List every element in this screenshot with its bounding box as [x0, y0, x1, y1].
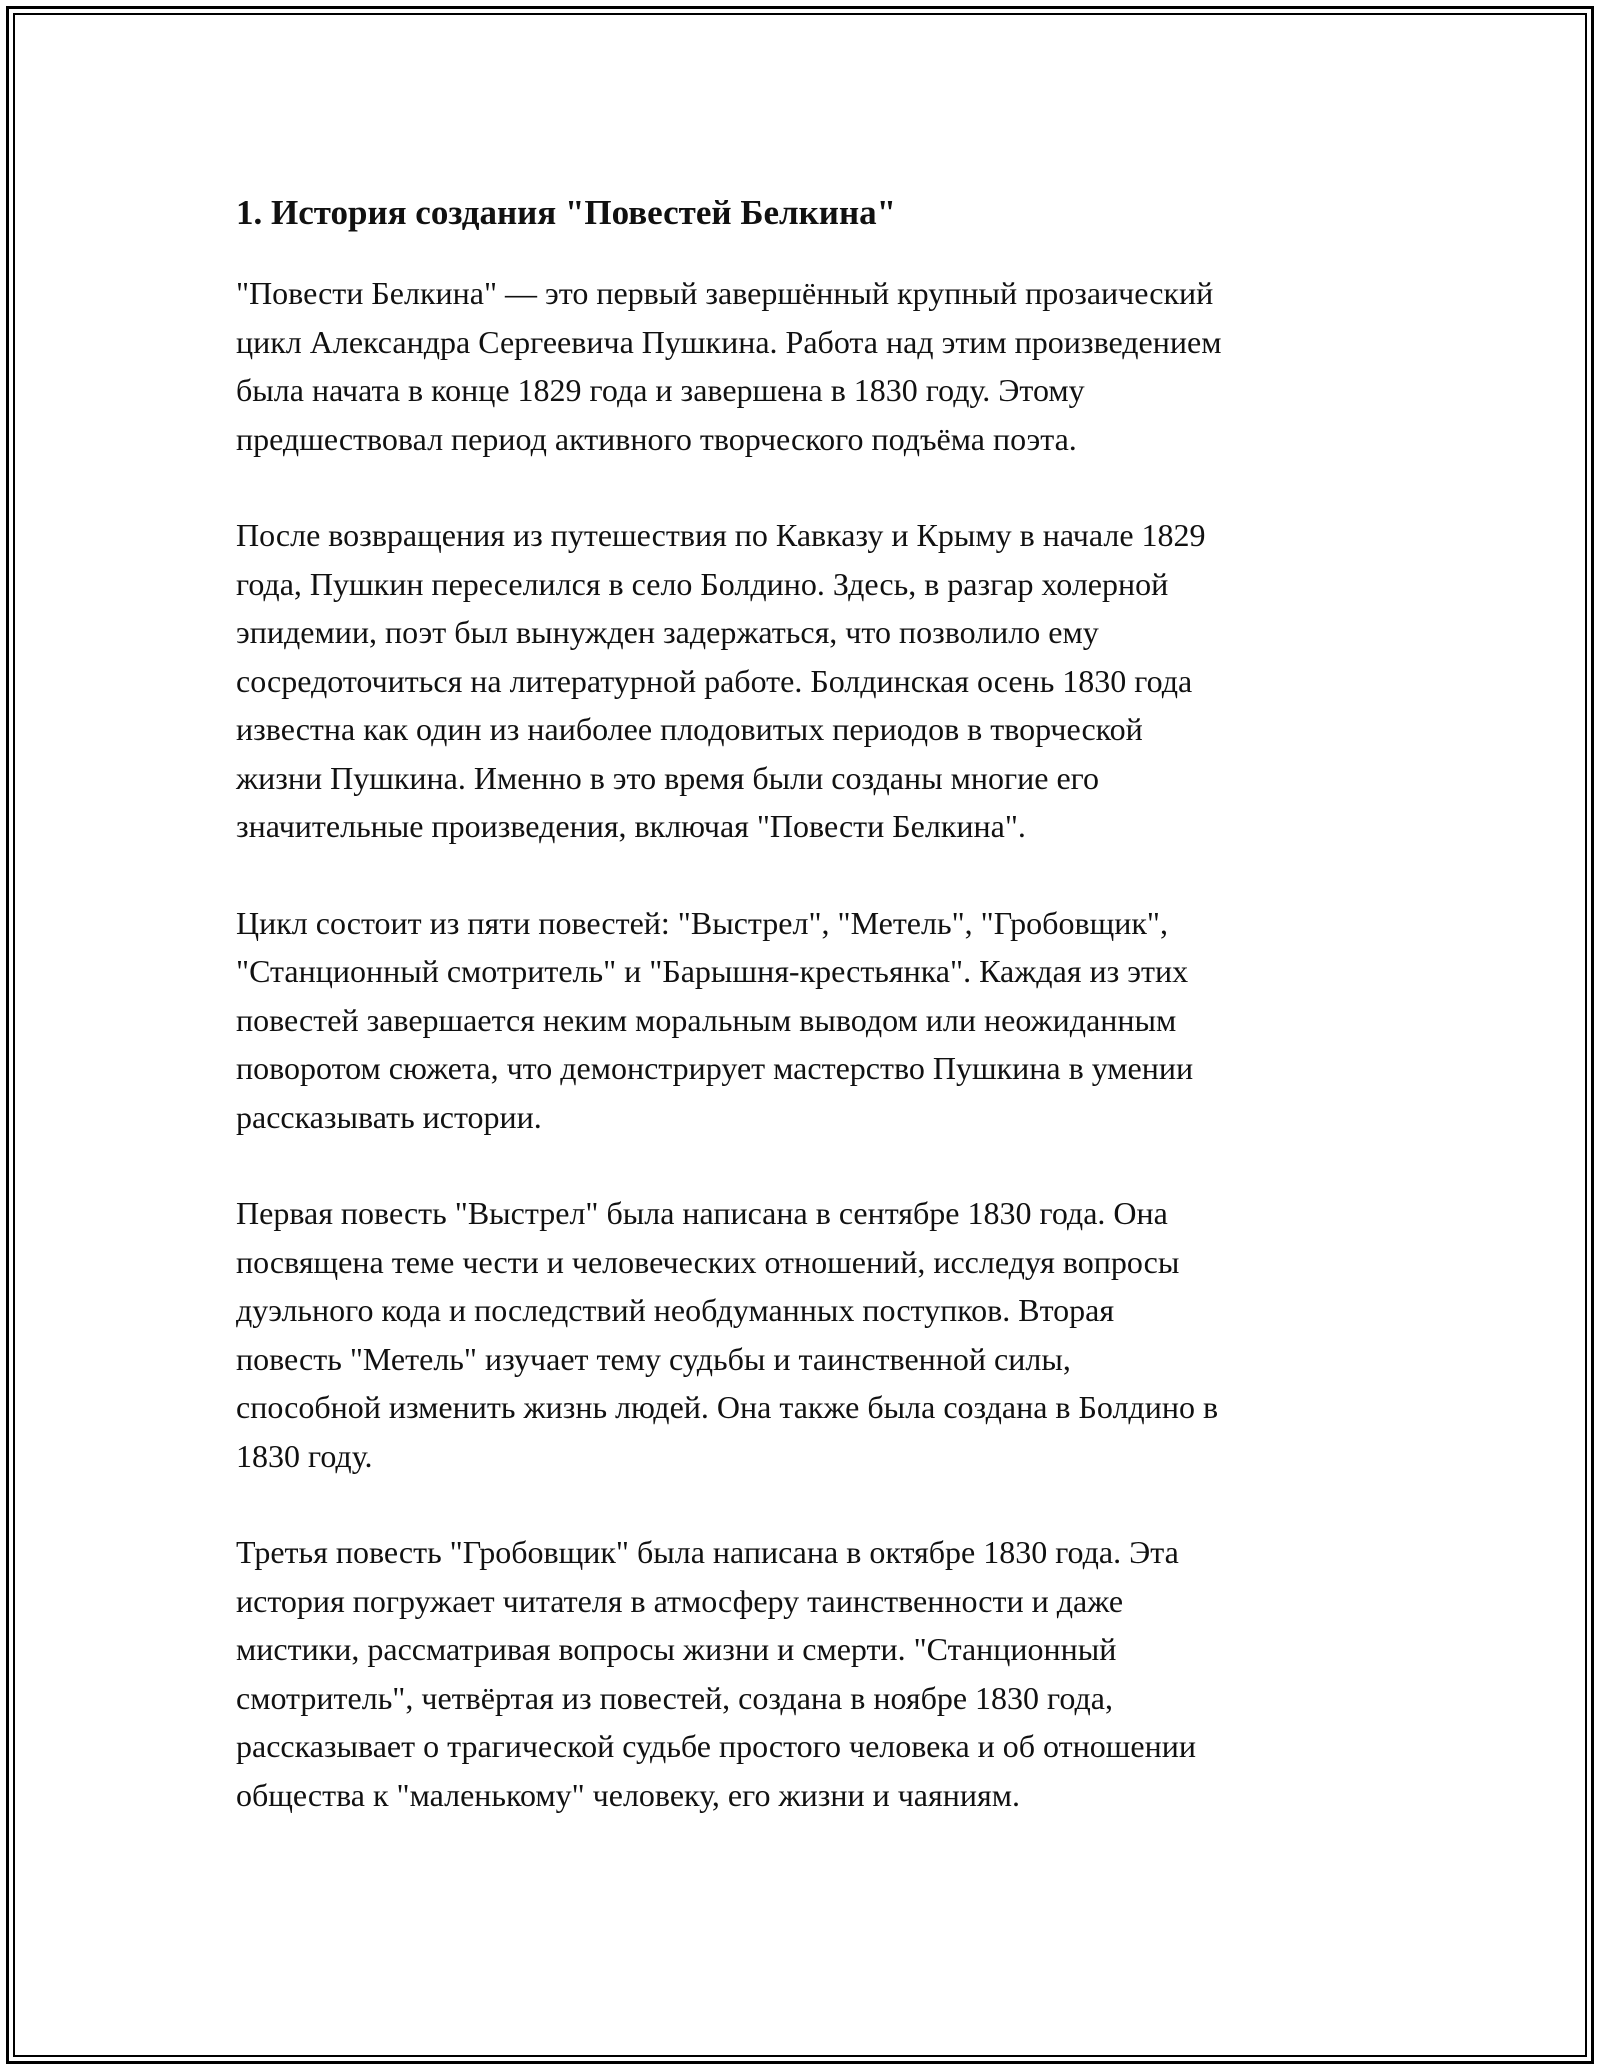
- paragraph-boldino: После возвращения из путешествия по Кавказу и Крыму в начале 1829 года, Пушкин переселился в село Болдино. Здесь, в разгар холерной эпидемии, поэт был вынужден задержаться, что позволило ему сосредоточиться на литературной работе. Болдинская осень 1830 года известна как один из наиболее плодовитых периодов в творческой жизни Пушкина. Именно в это время были созданы многие его значительные произведения, включая "Повести Белкина".: [236, 517, 1206, 844]
- paragraph-third-fourth: Третья повесть "Гробовщик" была написана в октябре 1830 года. Эта история погружает читателя в атмосферу таинственности и даже мистики, рассматривая вопросы жизни и смерти. "Станционный смотритель", четвёртая из повестей, создана в ноябре 1830 года, рассказывает о трагической судьбе простого человека и об отношении общества к "маленькому" человеку, его жизни и чаяниям.: [236, 1534, 1196, 1813]
- document-body: [236, 183, 1396, 1867]
- paragraph-first-second: Первая повесть "Выстрел" была написана в сентябре 1830 года. Она посвящена теме чести и человеческих отношений, исследуя вопросы дуэльного кода и последствий необдуманных поступков. Вторая повесть "Метель" изучает тему судьбы и таинственной силы, способной изменить жизнь людей. Она также была создана в Болдино в 1830 году.: [236, 1195, 1219, 1474]
- paragraph-cycle: Цикл состоит из пяти повестей: "Выстрел", "Метель", "Гробовщик", "Станционный смотритель" и "Барышня-крестьянка". Каждая из этих повестей завершается неким моральным выводом или неожиданным поворотом сюжета, что демонстрирует мастерство Пушкина в умении рассказывать истории.: [236, 904, 1194, 1135]
- paragraph-intro: "Повести Белкина" — это первый завершённый крупный прозаический цикл Александра Сергеевича Пушкина. Работа над этим произведением была начата в конце 1829 года и завершена в 1830 году. Этому предшествовал период активного творческого подъёма поэта.: [236, 275, 1222, 457]
- section-heading: 1. История создания "Повестей Белкина": [236, 193, 897, 232]
